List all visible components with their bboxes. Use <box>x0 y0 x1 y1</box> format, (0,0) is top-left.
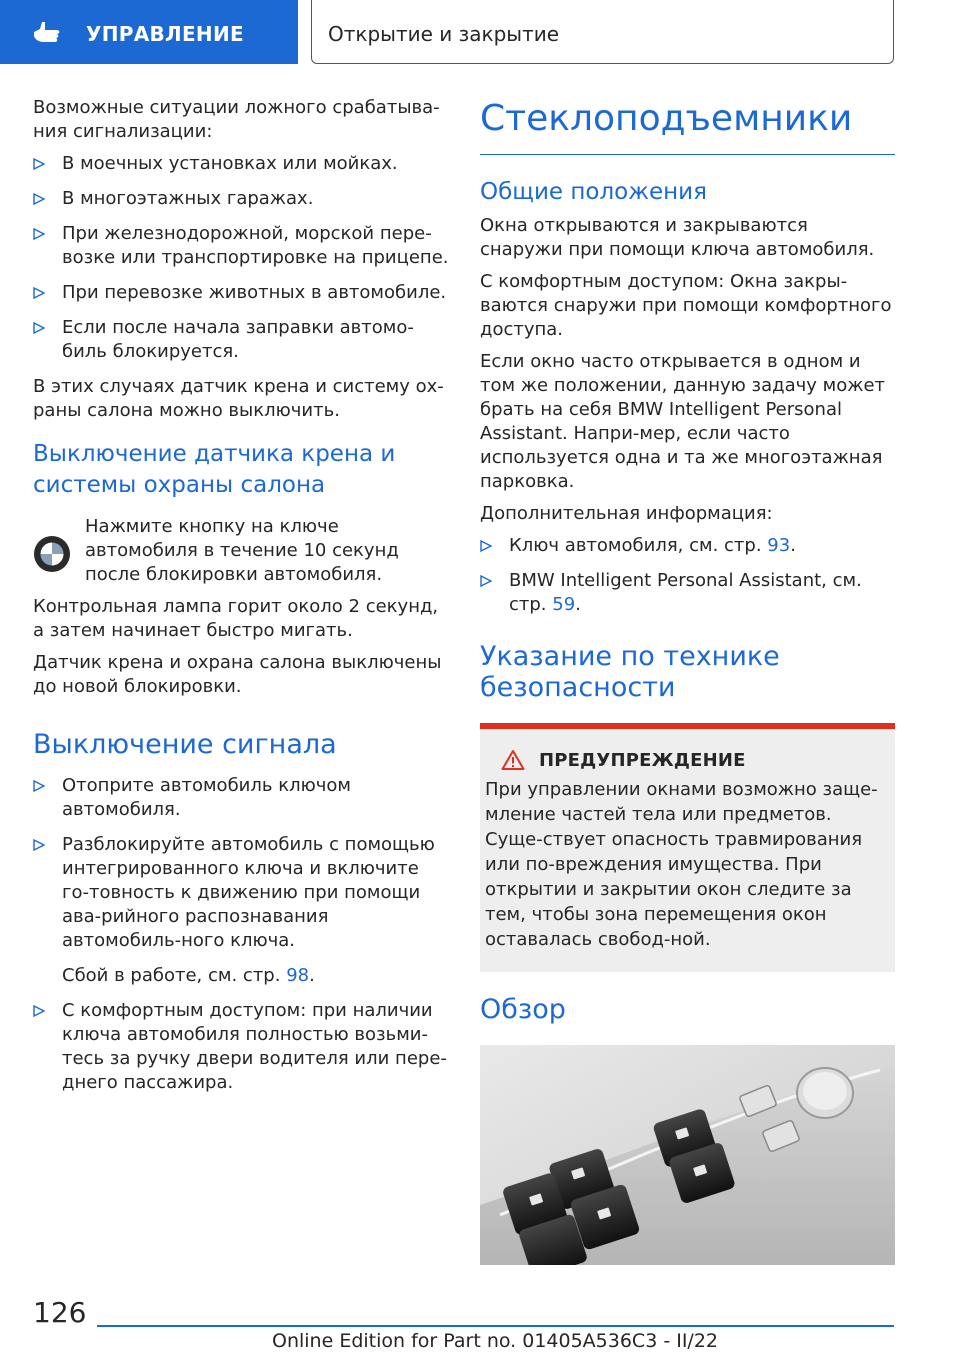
key-instruction-text: Нажмите кнопку на ключе автомобиля в течение 10 секунд после блокировки автомобиля. <box>85 516 399 585</box>
page-title: Стеклоподъемники <box>480 96 895 155</box>
list-item <box>480 569 895 617</box>
list-item-text: BMW Intelligent Personal Assistant, см. стр. <box>509 570 862 615</box>
hand-pointer-icon <box>30 18 64 48</box>
situations-after-text: В этих случаях датчик крена и систему ох-раны салона можно выключить. <box>33 376 444 421</box>
section-title: УПРАВЛЕНИЕ <box>86 22 244 46</box>
alarm-heading: Выключение сигнала <box>33 729 337 760</box>
paragraph: Если окно часто открывается в одном и том же положении, данную задачу может брать на себя BMW Intelligent Personal Assistant. Напри-мер, если часто используется одна и та же многоэтажная парковка. <box>480 351 885 492</box>
cross-reference-suffix: . <box>309 965 315 986</box>
warning-text: При управлении окнами возможно заще-мление частей тела или предметов. Суще-ствует опасность травмирования или по-вреждения имущества. При открытии и закрытии окон следите за тем, чтобы зона перемещения окон оставалась свобод-ной. <box>485 779 878 950</box>
bullet-triangle-icon <box>33 322 45 334</box>
list-item <box>33 999 451 1095</box>
list-item-text: В моечных установках или мойках. <box>62 153 398 174</box>
bullet-triangle-icon <box>480 575 492 587</box>
list-item <box>33 281 451 305</box>
list-item <box>33 833 451 988</box>
list-item-text: С комфортным доступом: при наличии ключа автомобиля полностью возьми-тесь за ручку двери водителя или пере-днего пассажира. <box>62 1000 447 1093</box>
page-link[interactable]: 59 <box>552 594 576 615</box>
off-text: Датчик крена и охрана салона выключены до новой блокировки. <box>33 652 442 697</box>
bmw-key-button-icon <box>33 535 71 573</box>
refs-list <box>480 534 895 617</box>
cross-reference <box>62 964 451 988</box>
more-info-label: Дополнительная информация: <box>480 503 773 524</box>
page-link[interactable]: 98 <box>286 965 310 986</box>
warning-title: ПРЕДУПРЕЖДЕНИЕ <box>539 749 746 771</box>
list-item-text: Отоприте автомобиль ключом автомобиля. <box>62 775 351 820</box>
bullet-triangle-icon <box>33 158 45 170</box>
warning-header <box>485 749 890 771</box>
general-heading: Общие положения <box>480 179 707 205</box>
list-item-text: Ключ автомобиля, см. стр. <box>509 535 768 556</box>
bullet-triangle-icon <box>33 1005 45 1017</box>
right-column <box>480 96 895 1039</box>
list-item <box>33 187 451 211</box>
list-item-suffix: . <box>790 535 796 556</box>
list-item-text: Если после начала заправки автомо-биль блокируется. <box>62 317 414 362</box>
list-item <box>33 774 451 822</box>
list-item <box>33 316 451 364</box>
list-item <box>480 534 895 558</box>
list-item-text: При железнодорожной, морской пере-возке или транспортировке на прицепе. <box>62 223 449 268</box>
list-item <box>33 152 451 176</box>
bullet-triangle-icon <box>33 228 45 240</box>
key-instruction <box>33 515 451 587</box>
list-item-text: В многоэтажных гаражах. <box>62 188 314 209</box>
bullet-triangle-icon <box>33 839 45 851</box>
intro-text: Возможные ситуации ложного срабатыва-ния сигнализации: <box>33 97 440 142</box>
paragraph: С комфортным доступом: Окна закры-ваются снаружи при помощи комфортного доступа. <box>480 271 892 340</box>
chapter-box <box>311 0 894 64</box>
cross-reference-text: Сбой в работе, см. стр. <box>62 965 287 986</box>
chapter-title: Открытие и закрытие <box>328 22 560 46</box>
alarm-list <box>33 774 451 1095</box>
situations-list <box>33 152 451 364</box>
warning-triangle-icon <box>501 749 525 771</box>
footer-divider <box>97 1325 894 1327</box>
section-tab <box>0 0 298 64</box>
lamp-text: Контрольная лампа горит около 2 секунд, а затем начинает быстро мигать. <box>33 596 439 641</box>
bullet-triangle-icon <box>33 193 45 205</box>
page-link[interactable]: 93 <box>767 535 791 556</box>
window-switch-photo <box>480 1045 895 1265</box>
bullet-triangle-icon <box>480 540 492 552</box>
left-column <box>33 96 451 1106</box>
list-item <box>33 222 451 270</box>
footer-edition: Online Edition for Part no. 01405A536C3 - II/22 <box>272 1330 719 1352</box>
sensor-heading: Выключение датчика крена и системы охраны салона <box>33 441 396 498</box>
safety-heading: Указание по технике безопасности <box>480 641 780 703</box>
paragraph: Окна открываются и закрываются снаружи при помощи ключа автомобиля. <box>480 215 875 260</box>
bullet-triangle-icon <box>33 287 45 299</box>
page-number: 126 <box>33 1296 87 1329</box>
list-item-text: При перевозке животных в автомобиле. <box>62 282 447 303</box>
overview-heading: Обзор <box>480 994 566 1025</box>
list-item-text: Разблокируйте автомобиль с помощью интегрированного ключа и включите го-товность к движению при помощи ава-рийного распознавания автомобиль-ного ключа. <box>62 834 435 951</box>
bullet-triangle-icon <box>33 780 45 792</box>
list-item-suffix: . <box>575 594 581 615</box>
warning-box <box>480 723 895 972</box>
